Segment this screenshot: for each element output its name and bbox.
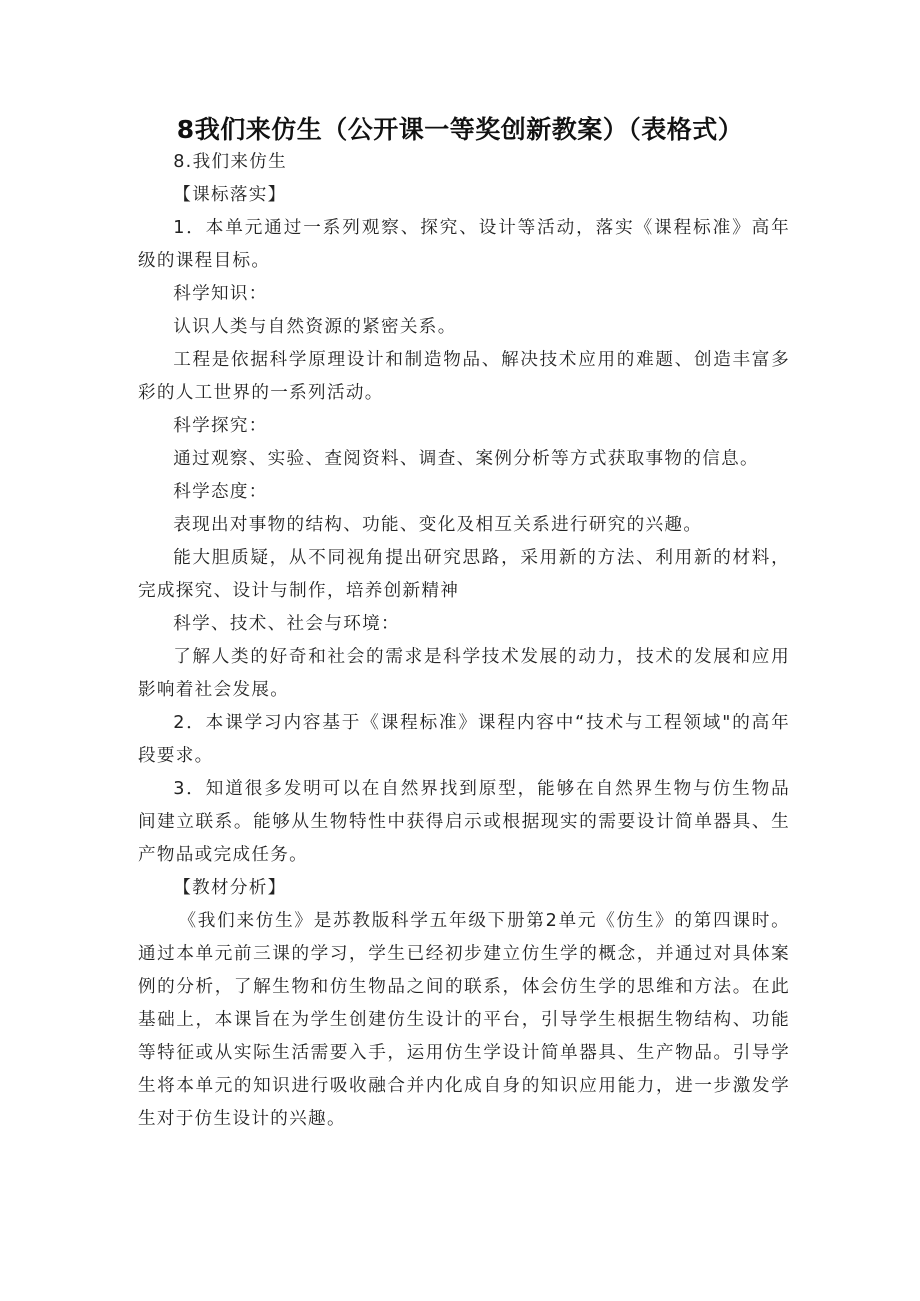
curriculum-item-2: 2．本课学习内容基于《课程标准》课程内容中“技术与工程领域"的高年段要求。 [138, 713, 790, 766]
knowledge-item-2: 工程是依据科学原理设计和制造物品、解决技术应用的难题、创造丰富多彩的人工世界的一系列活动。 [138, 350, 790, 403]
attitude-item-2: 能大胆质疑，从不同视角提出研究思路，采用新的方法、利用新的材料，完成探究、设计与制作，培养创新精神 [138, 548, 790, 601]
textbook-analysis-text: 《我们来仿生》是苏教版科学五年级下册第2单元《仿生》的第四课时。通过本单元前三课的学习，学生已经初步建立仿生学的概念，并通过对具体案例的分析，了解生物和仿生物品之间的联系，体会仿生学的思维和方法。在此基础上，本课旨在为学生创建仿生设计的平台，引导学生根据生物结构、功能等特征或从实际生活需要入手，运用仿生学设计简单器具、生产物品。引导学生将本单元的知识进行吸收融合并内化成自身的知识应用能力，进一步激发学生对于仿生设计的兴趣。 [138, 911, 790, 1129]
subheading-science-inquiry: 科学探究： [173, 416, 268, 436]
subheading-science-attitude: 科学态度： [173, 482, 268, 502]
section-heading-textbook-analysis: 【教材分析】 [173, 878, 287, 898]
section-heading-curriculum: 【课标落实】 [173, 185, 287, 205]
lesson-heading: 8.我们来仿生 [173, 152, 288, 172]
document-title: 8我们来仿生（公开课一等奖创新教案）（表格式） [176, 115, 744, 144]
attitude-item-1: 表现出对事物的结构、功能、变化及相互关系进行研究的兴趣。 [173, 515, 703, 535]
curriculum-item-3: 3．知道很多发明可以在自然界找到原型，能够在自然界生物与仿生物品间建立联系。能够从生物特性中获得启示或根据现实的需要设计简单器具、生产物品或完成任务。 [138, 779, 790, 865]
inquiry-item: 通过观察、实验、查阅资料、调查、案例分析等方式获取事物的信息。 [173, 449, 759, 469]
knowledge-item-1: 认识人类与自然资源的紧密关系。 [173, 317, 457, 337]
subheading-sts: 科学、技术、社会与环境： [173, 614, 400, 634]
subheading-science-knowledge: 科学知识： [173, 284, 268, 304]
sts-item: 了解人类的好奇和社会的需求是科学技术发展的动力，技术的发展和应用影响着社会发展。 [138, 647, 790, 700]
document-body [138, 146, 790, 1136]
curriculum-item-1: 1．本单元通过一系列观察、探究、设计等活动，落实《课程标准》高年级的课程目标。 [138, 218, 790, 271]
